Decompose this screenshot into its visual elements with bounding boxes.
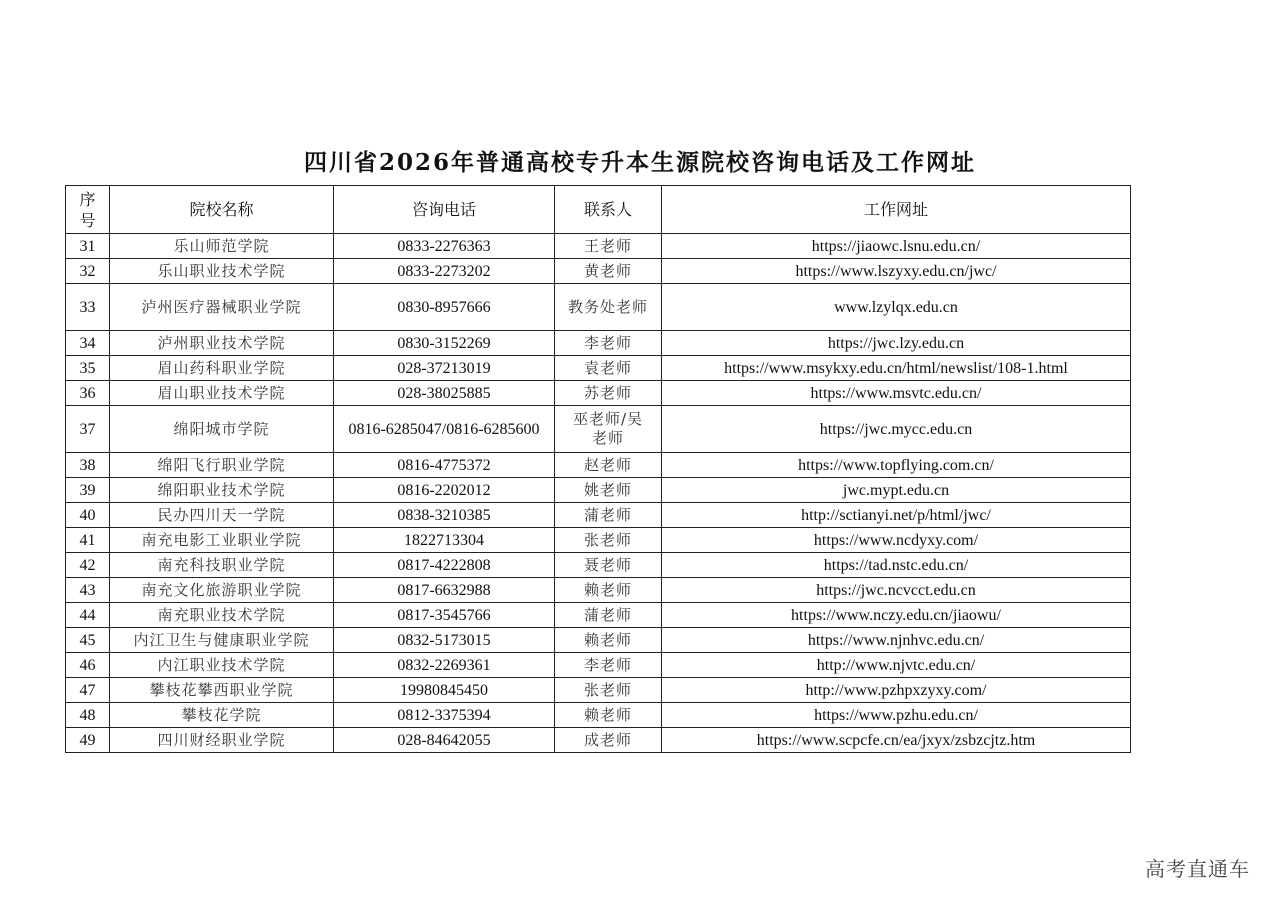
header-url: 工作网址 (662, 186, 1131, 234)
document-title: 四川省2026年普通高校专升本生源院校咨询电话及工作网址 (303, 149, 976, 176)
row-seq: 46 (66, 653, 110, 678)
row-contact: 张老师 (555, 678, 662, 703)
row-school: 南充科技职业学院 (110, 553, 334, 578)
row-url[interactable]: http://www.njvtc.edu.cn/ (662, 653, 1131, 678)
row-url[interactable]: https://www.pzhu.edu.cn/ (662, 703, 1131, 728)
row-contact: 苏老师 (555, 381, 662, 406)
row-url[interactable]: https://jwc.lzy.edu.cn (662, 331, 1131, 356)
row-seq: 42 (66, 553, 110, 578)
row-url[interactable]: https://www.nczy.edu.cn/jiaowu/ (662, 603, 1131, 628)
row-contact: 聂老师 (555, 553, 662, 578)
row-school: 南充职业技术学院 (110, 603, 334, 628)
row-seq: 39 (66, 478, 110, 503)
row-contact: 王老师 (555, 234, 662, 259)
row-contact: 赖老师 (555, 628, 662, 653)
row-url[interactable]: https://www.msykxy.edu.cn/html/newslist/108-1.html (662, 356, 1131, 381)
table-header-row (66, 186, 1131, 234)
contact-table (65, 185, 1131, 753)
row-url[interactable]: http://www.pzhpxzyxy.com/ (662, 678, 1131, 703)
row-school: 民办四川天一学院 (110, 503, 334, 528)
row-contact: 姚老师 (555, 478, 662, 503)
row-contact: 袁老师 (555, 356, 662, 381)
row-seq: 36 (66, 381, 110, 406)
row-seq: 33 (66, 284, 110, 331)
row-phone: 0832-2269361 (334, 653, 555, 678)
row-phone: 0816-4775372 (334, 453, 555, 478)
table-row (66, 578, 1131, 603)
row-seq: 43 (66, 578, 110, 603)
row-school: 攀枝花学院 (110, 703, 334, 728)
table-row (66, 406, 1131, 453)
row-contact: 张老师 (555, 528, 662, 553)
row-phone: 0838-3210385 (334, 503, 555, 528)
row-phone: 0833-2276363 (334, 234, 555, 259)
row-seq: 45 (66, 628, 110, 653)
row-url[interactable]: jwc.mypt.edu.cn (662, 478, 1131, 503)
row-phone: 0817-6632988 (334, 578, 555, 603)
row-phone: 028-38025885 (334, 381, 555, 406)
row-contact: 黄老师 (555, 259, 662, 284)
row-phone: 0817-4222808 (334, 553, 555, 578)
row-contact: 成老师 (555, 728, 662, 753)
table-row (66, 331, 1131, 356)
row-contact: 李老师 (555, 653, 662, 678)
table-row (66, 503, 1131, 528)
row-school: 眉山药科职业学院 (110, 356, 334, 381)
row-contact: 巫老师/吴老师 (555, 406, 662, 453)
row-phone: 0816-6285047/0816-6285600 (334, 406, 555, 453)
table-row (66, 234, 1131, 259)
row-url[interactable]: https://www.scpcfe.cn/ea/jxyx/zsbzcjtz.htm (662, 728, 1131, 753)
row-url[interactable]: https://www.lszyxy.edu.cn/jwc/ (662, 259, 1131, 284)
table-row (66, 528, 1131, 553)
row-phone: 028-84642055 (334, 728, 555, 753)
table-row (66, 553, 1131, 578)
table-row (66, 453, 1131, 478)
row-seq: 32 (66, 259, 110, 284)
header-phone: 咨询电话 (334, 186, 555, 234)
row-seq: 41 (66, 528, 110, 553)
row-school: 绵阳城市学院 (110, 406, 334, 453)
row-school: 绵阳职业技术学院 (110, 478, 334, 503)
row-phone: 0832-5173015 (334, 628, 555, 653)
row-phone: 0816-2202012 (334, 478, 555, 503)
row-school: 绵阳飞行职业学院 (110, 453, 334, 478)
row-school: 南充文化旅游职业学院 (110, 578, 334, 603)
row-phone: 1822713304 (334, 528, 555, 553)
row-school: 攀枝花攀西职业学院 (110, 678, 334, 703)
row-school: 内江卫生与健康职业学院 (110, 628, 334, 653)
row-seq: 37 (66, 406, 110, 453)
row-url[interactable]: www.lzylqx.edu.cn (662, 284, 1131, 331)
table-row (66, 478, 1131, 503)
row-contact: 蒲老师 (555, 503, 662, 528)
row-url[interactable]: https://www.njnhvc.edu.cn/ (662, 628, 1131, 653)
header-contact: 联系人 (555, 186, 662, 234)
table-row (66, 678, 1131, 703)
row-seq: 31 (66, 234, 110, 259)
row-school: 四川财经职业学院 (110, 728, 334, 753)
watermark: 高考直通车 (1145, 857, 1250, 881)
row-seq: 40 (66, 503, 110, 528)
table-row (66, 603, 1131, 628)
row-phone: 0830-3152269 (334, 331, 555, 356)
row-seq: 38 (66, 453, 110, 478)
row-school: 眉山职业技术学院 (110, 381, 334, 406)
row-contact: 赖老师 (555, 703, 662, 728)
row-phone: 19980845450 (334, 678, 555, 703)
table-row (66, 284, 1131, 331)
table-row (66, 259, 1131, 284)
row-seq: 47 (66, 678, 110, 703)
header-school: 院校名称 (110, 186, 334, 234)
row-contact: 赖老师 (555, 578, 662, 603)
row-url[interactable]: https://www.ncdyxy.com/ (662, 528, 1131, 553)
row-url[interactable]: http://sctianyi.net/p/html/jwc/ (662, 503, 1131, 528)
row-contact: 蒲老师 (555, 603, 662, 628)
row-school: 泸州职业技术学院 (110, 331, 334, 356)
table-row (66, 356, 1131, 381)
row-url[interactable]: https://www.msvtc.edu.cn/ (662, 381, 1131, 406)
row-url[interactable]: https://www.topflying.com.cn/ (662, 453, 1131, 478)
row-phone: 0812-3375394 (334, 703, 555, 728)
row-seq: 48 (66, 703, 110, 728)
table-row (66, 728, 1131, 753)
row-url[interactable]: https://jwc.ncvcct.edu.cn (662, 578, 1131, 603)
row-phone: 028-37213019 (334, 356, 555, 381)
row-seq: 35 (66, 356, 110, 381)
row-contact: 李老师 (555, 331, 662, 356)
row-phone: 0817-3545766 (334, 603, 555, 628)
row-seq: 44 (66, 603, 110, 628)
row-seq: 34 (66, 331, 110, 356)
row-school: 泸州医疗器械职业学院 (110, 284, 334, 331)
row-url[interactable]: https://tad.nstc.edu.cn/ (662, 553, 1131, 578)
header-seq: 序号 (66, 186, 110, 234)
row-phone: 0833-2273202 (334, 259, 555, 284)
row-school: 南充电影工业职业学院 (110, 528, 334, 553)
row-url[interactable]: https://jwc.mycc.edu.cn (662, 406, 1131, 453)
table-row (66, 703, 1131, 728)
table-row (66, 653, 1131, 678)
table-row (66, 381, 1131, 406)
table-row (66, 628, 1131, 653)
row-school: 乐山职业技术学院 (110, 259, 334, 284)
row-school: 乐山师范学院 (110, 234, 334, 259)
row-contact: 教务处老师 (555, 284, 662, 331)
row-url[interactable]: https://jiaowc.lsnu.edu.cn/ (662, 234, 1131, 259)
row-contact: 赵老师 (555, 453, 662, 478)
row-school: 内江职业技术学院 (110, 653, 334, 678)
row-phone: 0830-8957666 (334, 284, 555, 331)
row-seq: 49 (66, 728, 110, 753)
